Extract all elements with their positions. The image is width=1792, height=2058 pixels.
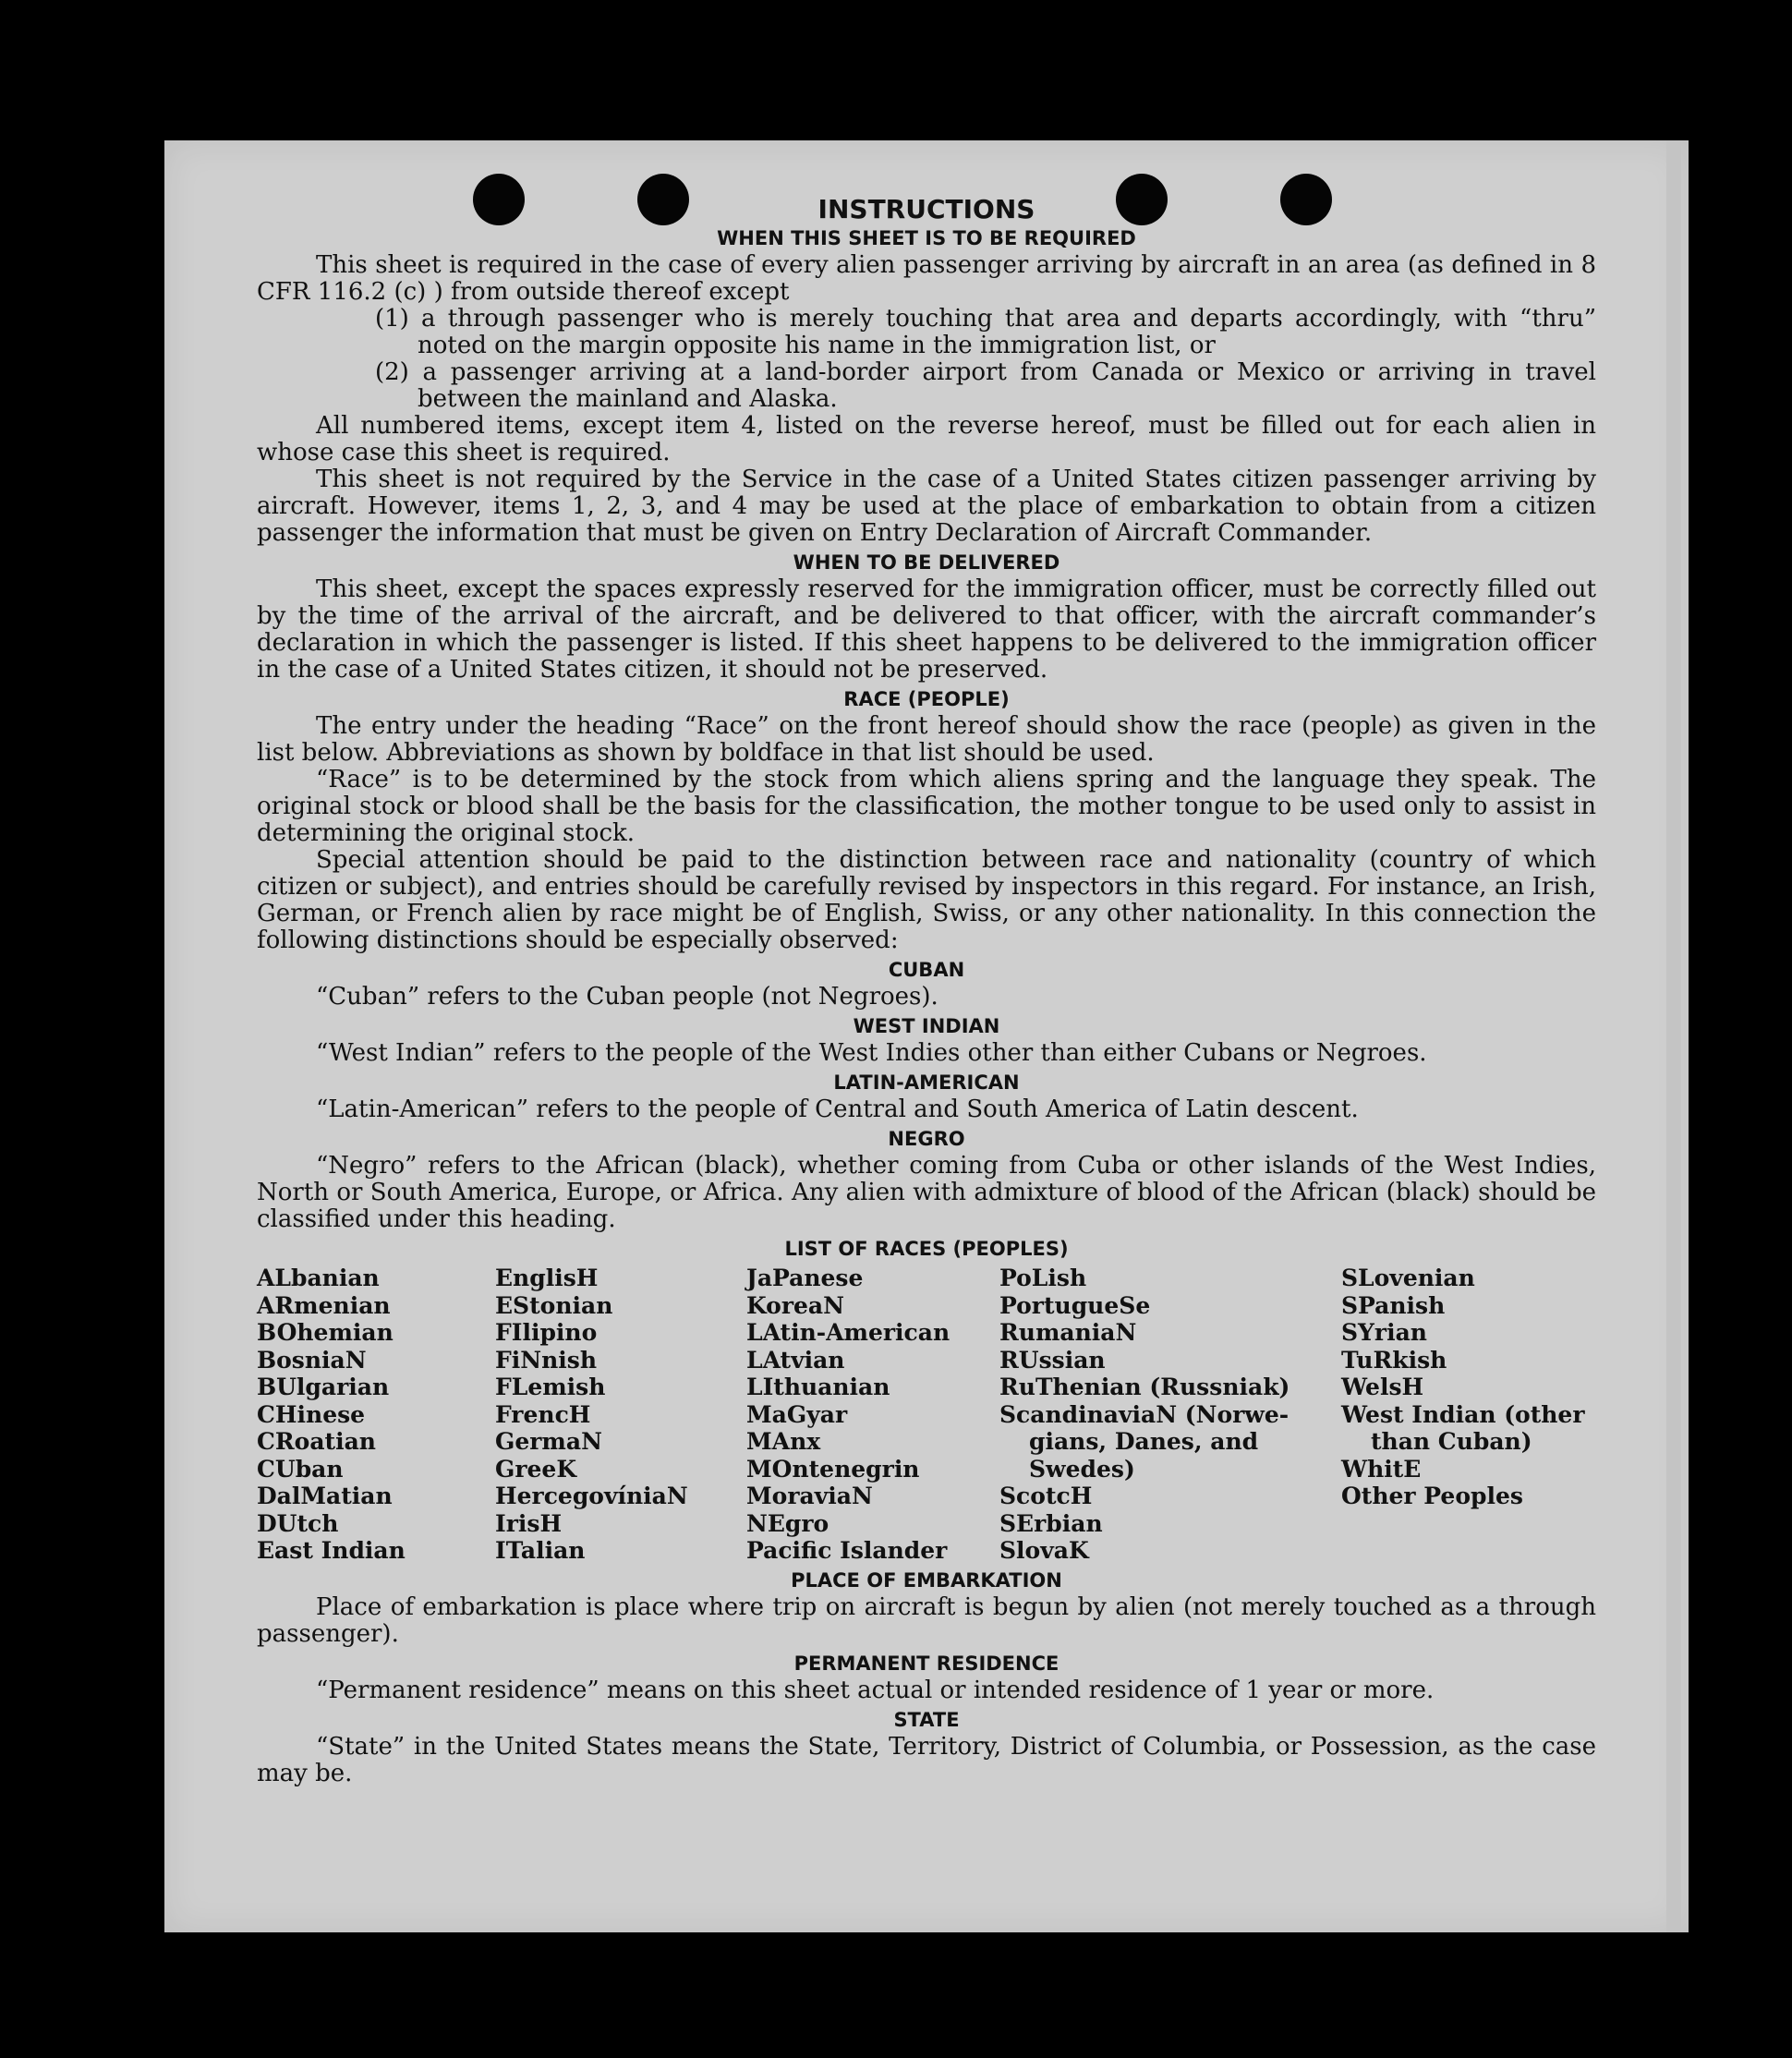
section-heading-when-required: WHEN THIS SHEET IS TO BE REQUIRED (717, 227, 1136, 249)
definition-text: “Cuban” refers to the Cuban people (not Negroes). (316, 983, 938, 1011)
race-item: MOntenegrin (746, 1455, 920, 1483)
race-item: IrisH (495, 1509, 563, 1537)
race-item: SLovenian (1341, 1265, 1475, 1291)
definition-text: Place of embarkation is place where trip on aircraft is begun by alien (not merely touched as a through passenger). (257, 1592, 1596, 1648)
race-item: Other Peoples (1341, 1483, 1523, 1509)
race-item: ARmenian (257, 1291, 391, 1319)
section-heading-cuban: CUBAN (888, 959, 965, 981)
race-item: RUssian (999, 1346, 1106, 1374)
race-item: SErbian (999, 1509, 1103, 1537)
paragraph: This sheet is not required by the Service in the case of a United States citizen passenger arriving by aircraft. However, items 1, 2, 3, and 4 may be used at the place of embarkation to obtain from a citizen passenger the information that must be given on Entry Declaration of Aircraft Commander. (257, 466, 1596, 547)
paper-edge (1666, 140, 1681, 1932)
section-heading-negro: NEGRO (888, 1128, 965, 1150)
race-item: MaGyar (746, 1400, 848, 1428)
race-item: BosniaN (257, 1346, 367, 1374)
race-item: MAnx (746, 1428, 821, 1455)
definition-text: “Negro” refers to the African (black), whether coming from Cuba or other islands of the West Indies, North or South America, Europe, or Africa. Any alien with admixture of blood of the African (black) should be classified under this heading. (257, 1152, 1596, 1233)
race-list (257, 1265, 1596, 1565)
paragraph: Special attention should be paid to the distinction between race and nationality (country of which citizen or subject), and entries should be carefully revised by inspectors in this regard. For instance, an Irish, German, or French alien by race might be of English, Swiss, or any other nationality. In this connection the following distinctions should be especially observed: (257, 846, 1596, 954)
race-item: CUban (257, 1455, 344, 1483)
race-item: ScandinaviaN (Norwe- (999, 1400, 1290, 1428)
instructions-content (257, 196, 1596, 1787)
race-item: BUlgarian (257, 1374, 390, 1400)
section-heading-race: RACE (PEOPLE) (843, 688, 1010, 710)
race-item: NEgro (746, 1509, 829, 1537)
paragraph: The entry under the heading “Race” on the front hereof should show the race (people) as given in the list below. Abbreviations as shown by boldface in that list should be used. (257, 712, 1596, 767)
page-title: INSTRUCTIONS (817, 194, 1035, 224)
race-item: LIthuanian (746, 1374, 890, 1400)
paragraph: This sheet, except the spaces expressly reserved for the immigration officer, must be correctly filled out by the time of the arrival of the aircraft, and be delivered to that officer, with the aircraft commander’s declaration in which the passenger is listed. If this sheet happens to be delivered to the immigration officer in the case of a United States citizen, it should not be preserved. (257, 575, 1596, 684)
definition-text: “Latin-American” refers to the people of Central and South America of Latin descent. (316, 1096, 1359, 1123)
race-item: PoLish (999, 1265, 1087, 1291)
race-item: HercegovíniaN (495, 1483, 688, 1509)
race-item: West Indian (other (1341, 1400, 1585, 1428)
race-item: CRoatian (257, 1428, 376, 1455)
section-heading-list-of-races: LIST OF RACES (PEOPLES) (784, 1238, 1069, 1260)
section-heading-permanent-residence: PERMANENT RESIDENCE (793, 1652, 1059, 1675)
definition-text: “State” in the United States means the State, Territory, District of Columbia, or Possession, as the case may be. (257, 1732, 1596, 1787)
race-item: ITalian (495, 1537, 586, 1564)
race-item: JaPanese (746, 1265, 864, 1291)
race-item: BOhemian (257, 1319, 394, 1346)
race-item: GermaN (495, 1428, 602, 1455)
race-item: SlovaK (999, 1537, 1089, 1564)
race-item: MoraviaN (746, 1483, 873, 1509)
race-item: DUtch (257, 1509, 339, 1537)
race-item: LAtvian (746, 1346, 845, 1374)
race-item: WelsH (1341, 1374, 1424, 1400)
race-item: FrencH (495, 1400, 591, 1428)
race-item: FiNnish (495, 1346, 598, 1374)
race-item: WhitE (1341, 1455, 1422, 1483)
race-item: DalMatian (257, 1483, 393, 1509)
race-item: KoreaN (746, 1291, 844, 1319)
race-column (257, 1265, 495, 1565)
race-item: SYrian (1341, 1319, 1427, 1346)
race-column (1341, 1265, 1596, 1565)
exception-item-1: (1) a through passenger who is merely touching that area and departs accordingly, with “thru” noted on the margin opposite his name in the immigration list, or (375, 305, 1596, 359)
document-sheet (164, 140, 1689, 1932)
race-item: CHinese (257, 1400, 366, 1428)
section-heading-place-of-embarkation: PLACE OF EMBARKATION (791, 1568, 1062, 1592)
race-item: FIlipino (495, 1319, 598, 1346)
section-heading-latin-american: LATIN-AMERICAN (833, 1071, 1020, 1094)
paragraph: “Race” is to be determined by the stock from which aliens spring and the language they speak. The original stock or blood shall be the basis for the classification, the mother tongue to be used only to assist in determining the original stock. (257, 766, 1596, 847)
race-item: TuRkish (1341, 1346, 1447, 1374)
race-item: GreeK (495, 1455, 577, 1483)
race-item: ScotcH (999, 1483, 1093, 1509)
race-item: FLemish (495, 1374, 606, 1400)
race-item: RumaniaN (999, 1319, 1137, 1346)
paragraph: All numbered items, except item 4, listed on the reverse hereof, must be filled out for each alien in whose case this sheet is required. (257, 412, 1596, 466)
exception-item-2: (2) a passenger arriving at a land-border airport from Canada or Mexico or arriving in travel between the mainland and Alaska. (375, 358, 1596, 413)
race-item: than Cuban) (1371, 1428, 1532, 1455)
race-item: Swedes) (1029, 1455, 1135, 1483)
race-item: RuThenian (Russniak) (999, 1374, 1290, 1400)
definition-text: “Permanent residence” means on this sheet actual or intended residence of 1 year or more. (316, 1676, 1435, 1704)
race-item: LAtin-American (746, 1319, 950, 1346)
race-column (495, 1265, 746, 1565)
definition-text: “West Indian” refers to the people of the West Indies other than either Cubans or Negroes. (316, 1039, 1427, 1067)
race-column (746, 1265, 999, 1565)
race-item: gians, Danes, and (1029, 1428, 1259, 1455)
race-item: East Indian (257, 1537, 406, 1564)
race-item: SPanish (1341, 1291, 1446, 1319)
section-heading-when-delivered: WHEN TO BE DELIVERED (793, 551, 1060, 574)
race-item: PortugueSe (999, 1291, 1151, 1319)
section-heading-west-indian: WEST INDIAN (853, 1015, 1000, 1037)
race-item: EnglisH (495, 1265, 599, 1291)
race-item: Pacific Islander (746, 1537, 948, 1564)
section-heading-state: STATE (893, 1708, 960, 1731)
race-item: EStonian (495, 1291, 613, 1319)
race-item: ALbanian (257, 1265, 380, 1291)
race-column (999, 1265, 1341, 1565)
paragraph: This sheet is required in the case of every alien passenger arriving by aircraft in an area (as defined in 8 CFR 116.2 (c) ) from outside thereof except (257, 251, 1596, 306)
